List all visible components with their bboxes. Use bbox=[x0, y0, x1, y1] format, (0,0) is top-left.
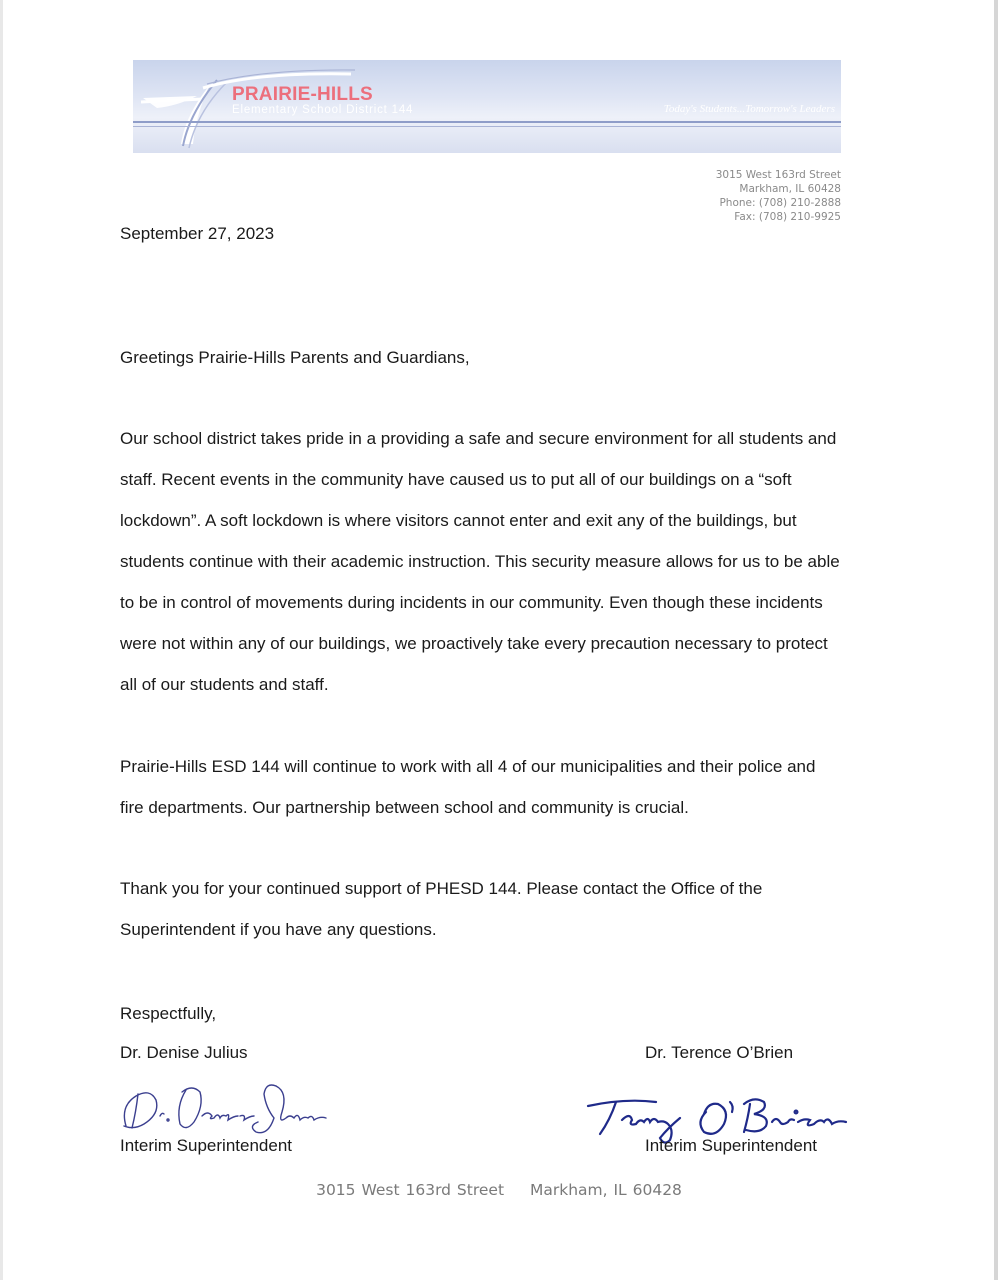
footer-street: 3015 West 163rd Street bbox=[316, 1181, 505, 1199]
paragraph-2 bbox=[120, 757, 815, 839]
paragraph-line: Thank you for your continued support of PHESD 144. Please contact the Office of the bbox=[120, 879, 763, 898]
letter-greeting: Greetings Prairie-Hills Parents and Guardians, bbox=[120, 348, 470, 367]
letter-date: September 27, 2023 bbox=[120, 224, 275, 243]
paragraph-line: were not within any of our buildings, we proactively take every precaution necessary to protect bbox=[120, 634, 828, 653]
page-edge-right bbox=[994, 0, 998, 1280]
paragraph-line: to be in control of movements during incidents in our community. Even though these incidents bbox=[120, 593, 823, 612]
banner-divider bbox=[133, 121, 841, 123]
address-line: 3015 West 163rd Street bbox=[715, 169, 841, 181]
paragraph-line: fire departments. Our partnership between school and community is crucial. bbox=[120, 798, 689, 817]
signatory-left-title: Interim Superintendent bbox=[120, 1136, 292, 1155]
footer-address bbox=[0, 1181, 998, 1199]
signatory-right-name: Dr. Terence O’Brien bbox=[645, 1043, 794, 1062]
paragraph-line: staff. Recent events in the community have caused us to put all of our buildings on a “soft bbox=[120, 470, 792, 489]
district-tagline: Today's Students...Tomorrow's Leaders bbox=[663, 103, 835, 115]
paragraph-3 bbox=[120, 879, 762, 961]
letterhead-banner bbox=[133, 60, 841, 153]
letterhead-address bbox=[716, 168, 841, 224]
address-line: Fax: (708) 210-9925 bbox=[734, 211, 841, 223]
paragraph-line: students continue with their academic instruction. This security measure allows for us to be able bbox=[120, 552, 840, 571]
district-subtitle: Elementary School District 144 bbox=[232, 104, 414, 116]
page-edge-left bbox=[0, 0, 3, 1280]
paragraph-line: all of our students and staff. bbox=[120, 675, 329, 694]
paragraph-line: Our school district takes pride in a providing a safe and secure environment for all students and bbox=[120, 429, 837, 448]
paragraph-1 bbox=[120, 429, 840, 716]
footer-city: Markham, IL 60428 bbox=[529, 1181, 682, 1199]
district-name: PRAIRIE-HILLS bbox=[232, 84, 373, 105]
paragraph-line: Prairie-Hills ESD 144 will continue to work with all 4 of our municipalities and their police and bbox=[120, 757, 816, 776]
banner-divider-thin bbox=[133, 126, 841, 127]
letter-closing: Respectfully, bbox=[120, 1004, 217, 1023]
address-line: Markham, IL 60428 bbox=[739, 183, 841, 195]
paragraph-line: lockdown”. A soft lockdown is where visitors cannot enter and exit any of the buildings, but bbox=[120, 511, 797, 530]
paragraph-line: Superintendent if you have any questions. bbox=[120, 920, 437, 939]
address-line: Phone: (708) 210-2888 bbox=[719, 197, 841, 209]
signature-julius-image bbox=[116, 1076, 336, 1140]
signatory-right-title: Interim Superintendent bbox=[645, 1136, 817, 1155]
signatory-left-name: Dr. Denise Julius bbox=[120, 1043, 248, 1062]
